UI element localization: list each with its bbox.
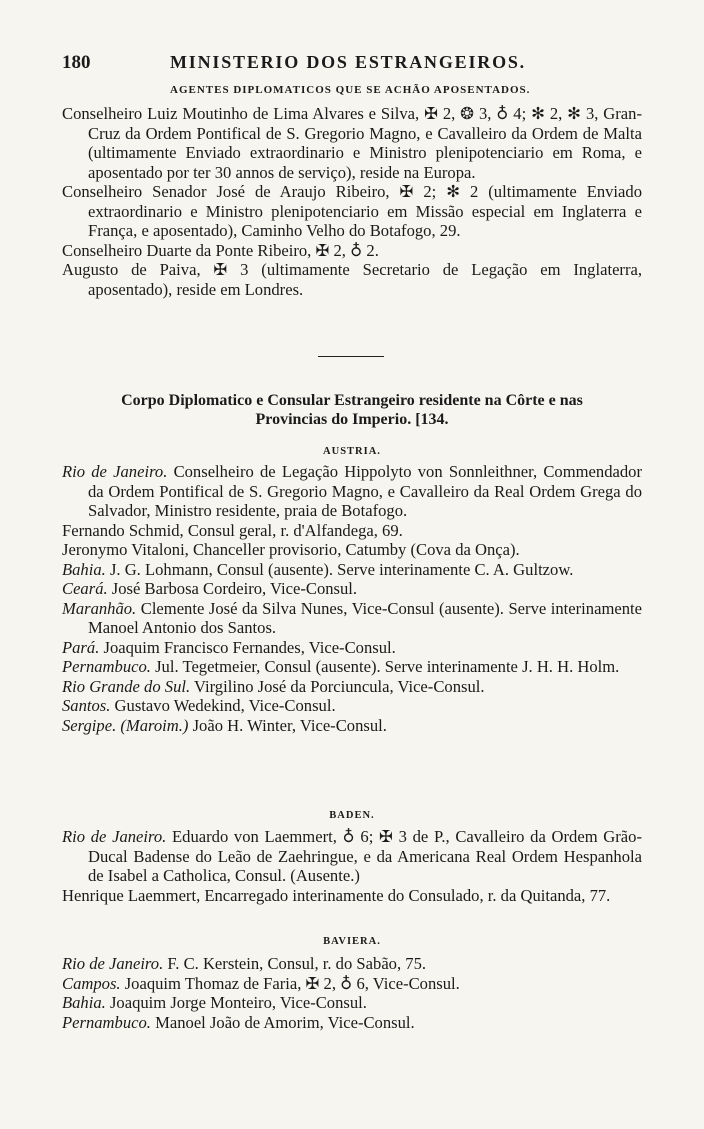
place-name: Bahia. [62, 559, 106, 579]
section-divider [318, 356, 384, 357]
country-heading-baden: BADEN. [329, 810, 375, 821]
austria-entry [62, 657, 642, 677]
entry-text: Gustavo Wedekind, Vice-Consul. [110, 696, 336, 715]
section-title [62, 391, 642, 429]
baviera-entry [62, 954, 642, 974]
austria-entries [62, 462, 642, 735]
entry-text: Henrique Laemmert, Encarregado interinamente do Consulado, r. da Quitanda, 77. [62, 885, 611, 905]
section-title-line-2: Provincias do Imperio. [134. [255, 411, 449, 428]
entry-text: Clemente José da Silva Nunes, Vice-Consul (ausente). Serve interinamente Manoel Antonio dos Santos. [88, 598, 642, 637]
place-name: Rio de Janeiro. [62, 462, 168, 481]
austria-entry [62, 560, 642, 580]
retired-agent-entry: Conselheiro Senador José de Araujo Ribeiro, ✠ 2; ✻ 2 (ultimamente Enviado extraordinario e Ministro plenipotenciario em Missão especial em Inglaterra e França, e aposentado), Caminho Velho do Botafogo, 29. [62, 182, 642, 240]
entry-text: Manoel João de Amorim, Vice-Consul. [150, 1012, 415, 1032]
entry-text: F. C. Kerstein, Consul, r. do Sabão, 75. [163, 954, 427, 973]
place-name: Maranhão. [62, 598, 137, 618]
baden-entry [62, 827, 642, 886]
entry-text: João H. Winter, Vice-Consul. [188, 715, 387, 735]
baden-entries [62, 827, 642, 905]
entry-text: Conselheiro de Legação Hippolyto von Sonnleithner, Commendador da Ordem Pontifical de S. Gregorio Magno, e Cavalleiro da Real Ordem Grega do Salvador, Ministro residente, praia de Botafogo. [88, 462, 642, 520]
entry-text: Jul. Tegetmeier, Consul (ausente). Serve interinamente J. H. H. Holm. [150, 657, 620, 676]
entry-text: J. G. Lohmann, Consul (ausente). Serve interinamente C. A. Gultzow. [105, 559, 574, 579]
austria-entry [62, 521, 642, 541]
entry-text: Joaquim Thomaz de Faria, ✠ 2, ♁ 6, Vice-Consul. [120, 973, 460, 993]
place-name: Rio Grande do Sul. [62, 676, 191, 696]
entry-text: Joaquim Jorge Monteiro, Vice-Consul. [105, 993, 367, 1012]
austria-entry [62, 540, 642, 560]
entry-text: Joaquim Francisco Fernandes, Vice-Consul. [99, 637, 396, 657]
place-name: Pernambuco. [62, 1012, 151, 1032]
retired-agents-list [62, 104, 642, 299]
section-title-line-1: Corpo Diplomatico e Consular Estrangeiro residente na Côrte e nas [121, 392, 583, 409]
country-heading-baviera: BAVIERA. [323, 936, 381, 947]
entry-text: Fernando Schmid, Consul geral, r. d'Alfandega, 69. [62, 520, 403, 540]
country-heading-austria: AUSTRIA. [323, 446, 381, 457]
place-name: Campos. [62, 973, 121, 993]
austria-entry [62, 677, 642, 697]
baviera-entries [62, 954, 642, 1032]
place-name: Rio de Janeiro. [62, 954, 164, 973]
austria-entry [62, 696, 642, 716]
section-subheading: AGENTES DIPLOMATICOS QUE SE ACHÃO APOSENTADOS. [170, 84, 531, 96]
entry-text: José Barbosa Cordeiro, Vice-Consul. [107, 579, 358, 598]
baviera-entry [62, 993, 642, 1013]
retired-agent-entry: Conselheiro Luiz Moutinho de Lima Alvares e Silva, ✠ 2, ❂ 3, ♁ 4; ✻ 2, ✻ 3, Gran-Cruz da Ordem Pontifical de S. Gregorio Magno, e Cavalleiro da Ordem de Malta (ultimamente Enviado extraordinario e Ministro plenipotenciario em Roma, e aposentado por ter 30 annos de serviço), reside na Europa. [62, 104, 642, 182]
baviera-entry [62, 1013, 642, 1033]
page-header [62, 52, 642, 78]
running-title: MINISTERIO DOS ESTRANGEIROS. [170, 52, 526, 72]
austria-entry [62, 599, 642, 638]
place-name: Pernambuco. [62, 657, 151, 676]
austria-entry [62, 579, 642, 599]
retired-agent-entry: Conselheiro Duarte da Ponte Ribeiro, ✠ 2, ♁ 2. [62, 240, 379, 260]
place-name: Pará. [62, 637, 100, 657]
place-name: Bahia. [62, 993, 106, 1012]
place-name: Rio de Janeiro. [62, 827, 167, 846]
place-name: Santos. [62, 696, 111, 715]
retired-agent-entry: Augusto de Paiva, ✠ 3 (ultimamente Secretario de Legação em Inglaterra, aposentado), reside em Londres. [62, 260, 642, 299]
austria-entry [62, 462, 642, 521]
baden-entry [62, 886, 642, 906]
page-number: 180 [62, 52, 91, 73]
entry-text: Jeronymo Vitaloni, Chanceller provisorio, Catumby (Cova da Onça). [62, 540, 520, 559]
place-name: Ceará. [62, 579, 108, 598]
baviera-entry [62, 974, 642, 994]
austria-entry [62, 638, 642, 658]
place-name: Sergipe. (Maroim.) [62, 715, 189, 735]
austria-entry [62, 716, 642, 736]
entry-text: Eduardo von Laemmert, ♁ 6; ✠ 3 de P., Cavalleiro da Ordem Grão-Ducal Badense do Leão de Zaehringue, e da Americana Real Ordem Hespanhola de Isabel a Catholica, Consul. (Ausente.) [88, 827, 642, 885]
entry-text: Virgilino José da Porciuncula, Vice-Consul. [190, 676, 485, 696]
